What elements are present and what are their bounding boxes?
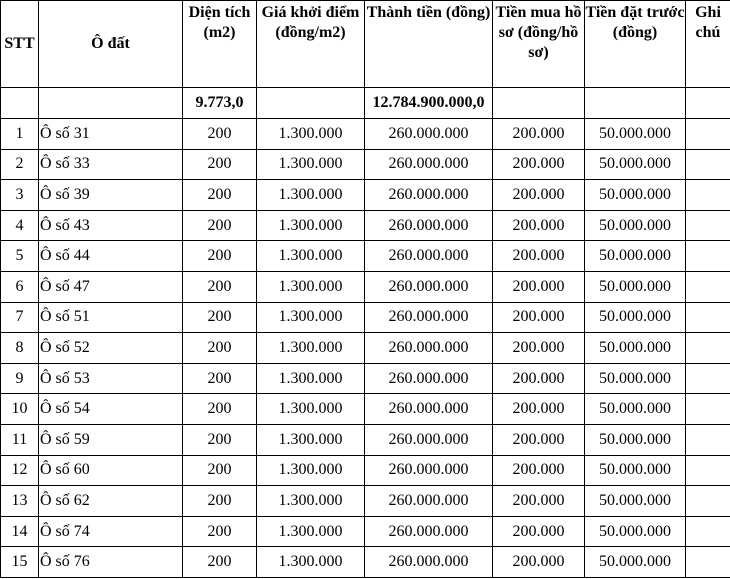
cell-start-price: 1.300.000	[257, 180, 365, 211]
cell-note	[686, 424, 730, 455]
total-row	[1, 88, 730, 119]
total-amount: 12.784.900.000,0	[365, 88, 493, 119]
cell-amount: 260.000.000	[365, 516, 493, 547]
header-deposit: Tiền đặt trước (đồng)	[585, 1, 686, 88]
cell-plot: Ô số 51	[39, 302, 183, 333]
cell-area: 200	[183, 271, 257, 302]
cell-deposit: 50.000.000	[585, 486, 686, 517]
cell-plot: Ô số 59	[39, 424, 183, 455]
cell-deposit: 50.000.000	[585, 333, 686, 364]
cell-area: 200	[183, 119, 257, 150]
cell-stt: 2	[1, 149, 39, 180]
cell-note	[686, 333, 730, 364]
cell-area: 200	[183, 333, 257, 364]
cell-stt: 3	[1, 180, 39, 211]
cell-stt: 15	[1, 547, 39, 578]
cell-deposit: 50.000.000	[585, 516, 686, 547]
cell-area: 200	[183, 180, 257, 211]
cell-plot: Ô số 62	[39, 486, 183, 517]
cell-note	[686, 486, 730, 517]
cell-start-price: 1.300.000	[257, 302, 365, 333]
cell-note	[686, 271, 730, 302]
header-start-price: Giá khởi điểm (đồng/m2)	[257, 1, 365, 88]
cell-area: 200	[183, 241, 257, 272]
cell-amount: 260.000.000	[365, 333, 493, 364]
cell-area: 200	[183, 394, 257, 425]
cell-dossier-fee: 200.000	[493, 210, 585, 241]
cell-stt: 5	[1, 241, 39, 272]
table-row	[1, 516, 730, 547]
cell-note	[686, 394, 730, 425]
cell-plot: Ô số 52	[39, 333, 183, 364]
cell-stt: 14	[1, 516, 39, 547]
cell-note	[686, 180, 730, 211]
cell-dossier-fee: 200.000	[493, 424, 585, 455]
cell-stt: 13	[1, 486, 39, 517]
total-plot	[39, 88, 183, 119]
cell-plot: Ô số 31	[39, 119, 183, 150]
header-area: Diện tích (m2)	[183, 1, 257, 88]
cell-stt: 4	[1, 210, 39, 241]
table-row	[1, 210, 730, 241]
cell-stt: 6	[1, 271, 39, 302]
cell-stt: 1	[1, 119, 39, 150]
cell-deposit: 50.000.000	[585, 180, 686, 211]
cell-deposit: 50.000.000	[585, 394, 686, 425]
cell-deposit: 50.000.000	[585, 119, 686, 150]
table-row	[1, 271, 730, 302]
cell-amount: 260.000.000	[365, 394, 493, 425]
total-note	[686, 88, 730, 119]
cell-dossier-fee: 200.000	[493, 302, 585, 333]
cell-start-price: 1.300.000	[257, 363, 365, 394]
table-row	[1, 241, 730, 272]
cell-stt: 9	[1, 363, 39, 394]
cell-start-price: 1.300.000	[257, 119, 365, 150]
cell-deposit: 50.000.000	[585, 302, 686, 333]
cell-dossier-fee: 200.000	[493, 486, 585, 517]
cell-deposit: 50.000.000	[585, 241, 686, 272]
total-stt	[1, 88, 39, 119]
cell-dossier-fee: 200.000	[493, 363, 585, 394]
cell-stt: 7	[1, 302, 39, 333]
cell-start-price: 1.300.000	[257, 210, 365, 241]
cell-start-price: 1.300.000	[257, 241, 365, 272]
cell-start-price: 1.300.000	[257, 547, 365, 578]
cell-deposit: 50.000.000	[585, 149, 686, 180]
cell-dossier-fee: 200.000	[493, 455, 585, 486]
cell-area: 200	[183, 149, 257, 180]
total-deposit	[585, 88, 686, 119]
table-row	[1, 333, 730, 364]
cell-stt: 10	[1, 394, 39, 425]
cell-plot: Ô số 43	[39, 210, 183, 241]
cell-start-price: 1.300.000	[257, 333, 365, 364]
cell-dossier-fee: 200.000	[493, 271, 585, 302]
cell-note	[686, 149, 730, 180]
cell-area: 200	[183, 424, 257, 455]
cell-dossier-fee: 200.000	[493, 547, 585, 578]
cell-amount: 260.000.000	[365, 363, 493, 394]
header-row	[1, 1, 730, 88]
cell-note	[686, 302, 730, 333]
cell-amount: 260.000.000	[365, 424, 493, 455]
cell-deposit: 50.000.000	[585, 363, 686, 394]
header-dossier-fee: Tiền mua hồ sơ (đồng/hồ sơ)	[493, 1, 585, 88]
cell-amount: 260.000.000	[365, 210, 493, 241]
cell-amount: 260.000.000	[365, 486, 493, 517]
cell-start-price: 1.300.000	[257, 455, 365, 486]
table-row	[1, 302, 730, 333]
cell-start-price: 1.300.000	[257, 424, 365, 455]
cell-deposit: 50.000.000	[585, 271, 686, 302]
table-row	[1, 394, 730, 425]
cell-area: 200	[183, 486, 257, 517]
header-amount: Thành tiền (đồng)	[365, 1, 493, 88]
table-row	[1, 547, 730, 578]
cell-start-price: 1.300.000	[257, 271, 365, 302]
cell-plot: Ô số 53	[39, 363, 183, 394]
total-area: 9.773,0	[183, 88, 257, 119]
header-plot: Ô đất	[39, 1, 183, 88]
cell-note	[686, 363, 730, 394]
cell-dossier-fee: 200.000	[493, 119, 585, 150]
cell-plot: Ô số 60	[39, 455, 183, 486]
cell-area: 200	[183, 547, 257, 578]
cell-deposit: 50.000.000	[585, 455, 686, 486]
cell-deposit: 50.000.000	[585, 210, 686, 241]
cell-amount: 260.000.000	[365, 271, 493, 302]
cell-dossier-fee: 200.000	[493, 241, 585, 272]
cell-note	[686, 210, 730, 241]
cell-plot: Ô số 33	[39, 149, 183, 180]
cell-stt: 8	[1, 333, 39, 364]
cell-amount: 260.000.000	[365, 455, 493, 486]
total-price	[257, 88, 365, 119]
cell-area: 200	[183, 363, 257, 394]
cell-deposit: 50.000.000	[585, 547, 686, 578]
table-row	[1, 363, 730, 394]
cell-start-price: 1.300.000	[257, 394, 365, 425]
cell-note	[686, 119, 730, 150]
cell-plot: Ô số 39	[39, 180, 183, 211]
table-row	[1, 486, 730, 517]
cell-dossier-fee: 200.000	[493, 333, 585, 364]
cell-start-price: 1.300.000	[257, 149, 365, 180]
table-row	[1, 119, 730, 150]
cell-area: 200	[183, 302, 257, 333]
cell-start-price: 1.300.000	[257, 486, 365, 517]
cell-amount: 260.000.000	[365, 180, 493, 211]
cell-dossier-fee: 200.000	[493, 180, 585, 211]
cell-amount: 260.000.000	[365, 241, 493, 272]
table-row	[1, 455, 730, 486]
table-row	[1, 424, 730, 455]
cell-plot: Ô số 44	[39, 241, 183, 272]
cell-note	[686, 516, 730, 547]
cell-stt: 12	[1, 455, 39, 486]
cell-note	[686, 455, 730, 486]
cell-deposit: 50.000.000	[585, 424, 686, 455]
cell-dossier-fee: 200.000	[493, 516, 585, 547]
cell-area: 200	[183, 455, 257, 486]
cell-dossier-fee: 200.000	[493, 149, 585, 180]
header-note: Ghi chú	[686, 1, 730, 88]
cell-plot: Ô số 54	[39, 394, 183, 425]
header-stt: STT	[1, 1, 39, 88]
table-row	[1, 149, 730, 180]
cell-stt: 11	[1, 424, 39, 455]
cell-plot: Ô số 74	[39, 516, 183, 547]
cell-note	[686, 547, 730, 578]
cell-area: 200	[183, 210, 257, 241]
table-row	[1, 180, 730, 211]
cell-amount: 260.000.000	[365, 119, 493, 150]
cell-dossier-fee: 200.000	[493, 394, 585, 425]
cell-plot: Ô số 76	[39, 547, 183, 578]
cell-amount: 260.000.000	[365, 149, 493, 180]
cell-start-price: 1.300.000	[257, 516, 365, 547]
total-fee	[493, 88, 585, 119]
cell-amount: 260.000.000	[365, 302, 493, 333]
cell-area: 200	[183, 516, 257, 547]
cell-amount: 260.000.000	[365, 547, 493, 578]
cell-note	[686, 241, 730, 272]
cell-plot: Ô số 47	[39, 271, 183, 302]
